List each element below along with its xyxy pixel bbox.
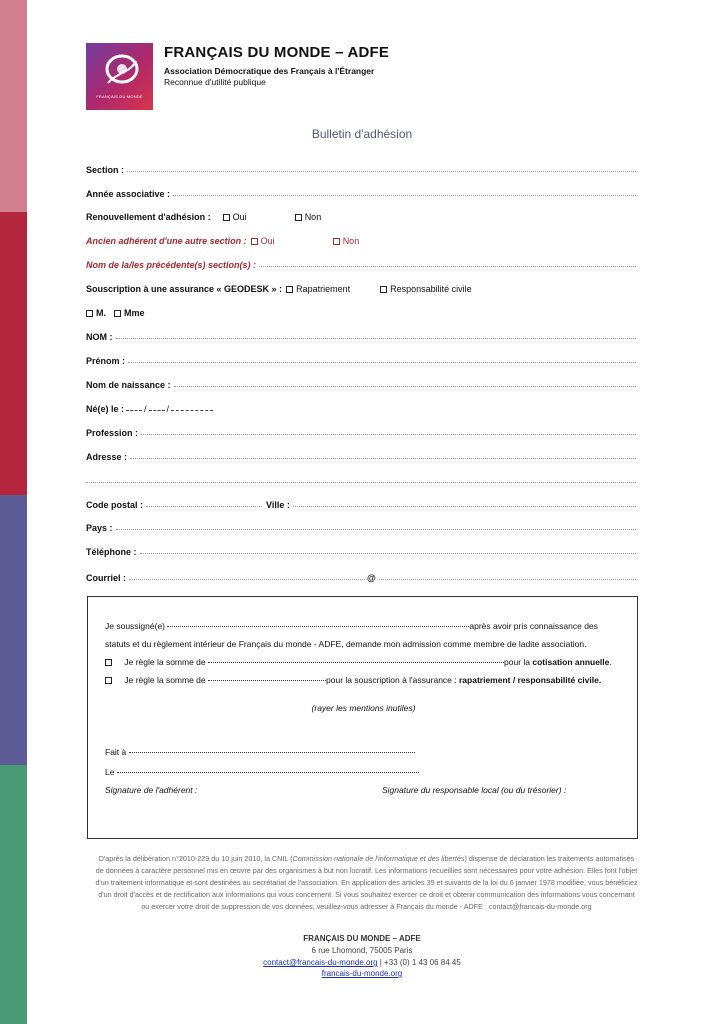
logo-text: FRANÇAIS DU MONDE [96,94,143,99]
signature-adherent: Signature de l'adhérent : [105,785,198,795]
pour-souscription-text: pour la souscription à l'assurance : [326,675,457,685]
date-line [105,767,419,777]
cotisation-amount-input[interactable] [208,662,504,663]
field-ancien-adherent [86,232,359,246]
field-prenom [86,352,636,366]
checkbox-icon[interactable] [295,214,302,221]
footer-org-name: FRANÇAIS DU MONDE – ADFE [303,934,421,943]
nom-input[interactable] [116,338,637,339]
organization-status: Reconnue d'utilité publique [164,77,266,87]
mme-label: Mme [124,308,145,318]
month-input[interactable] [149,410,165,411]
ancien-non-option[interactable] [333,236,360,246]
rapatriement-label: Rapatriement [296,284,351,294]
legal-text-part2: ) dispense de déclaration les traitements automatisés de données à caractère personnel mis en œuvre par des organismes à but non lucratif. Les informations recueillies sont nécessaires pour votre adhésion. Elles font l'objet d'un traitement informatique et sont destinées au secrétariat de l'association. En application des articles 39 et suivants de la loi du 6 janvier 1978 modifiée, vous bénéficiez d'un droit d'accès et de rectification aux informations qui vous concernent. Si vous souhaitez exercer ce droit et obtenir communication des informations vous concernant ou exercer votre droit de suppression de vos données, veuillez-vous adresser à Français du monde - ADFE : contact@francais-du-monde.org [95,854,638,911]
renouvellement-non-option[interactable] [295,212,322,222]
responsabilite-option[interactable] [380,284,472,294]
sidebar-band-red [0,212,27,495]
field-annee [86,185,636,199]
field-profession [86,424,636,438]
field-code-ville [86,496,636,510]
checkbox-icon[interactable] [223,214,230,221]
checkbox-icon[interactable] [105,659,112,666]
field-precedentes [86,256,636,270]
footer-phone: | +33 (0) 1 43 06 84 45 [379,958,461,967]
declaration-line2: statuts et du règlement intérieur de Français du monde - ADFE, demande mon admission comme membre de ladite association. [105,639,587,649]
courriel-user-input[interactable] [129,579,365,580]
prenom-label: Prénom : [86,356,126,366]
nom-naissance-input[interactable] [174,386,636,387]
oui-label: Oui [232,212,247,222]
soussigne-name-input[interactable] [167,626,469,627]
rapatriement-option[interactable] [286,284,350,294]
precedentes-input[interactable] [259,266,636,267]
fait-a-line [105,747,415,757]
checkbox-icon[interactable] [251,238,258,245]
courriel-label: Courriel : [86,573,127,583]
annee-label: Année associative : [86,189,171,199]
assurance-amount-input[interactable] [208,680,326,681]
je-soussigne-text: Je soussigné(e) [105,621,166,631]
profession-input[interactable] [141,434,636,435]
precedentes-label: Nom de la/les précédente(s) section(s) : [86,260,257,270]
footer-address: 6 rue Lhomond, 75005 Paris [311,946,413,955]
field-pays [86,519,636,533]
form-title: Bulletin d'adhésion [311,127,413,141]
cotisation-text: cotisation annuelle [532,657,610,667]
cotisation-line [105,657,612,667]
footer-website [0,969,724,978]
oui-label: Oui [260,236,275,246]
rapatriement-resp-text: rapatriement / responsabilité civile. [459,675,602,685]
prenom-input[interactable] [128,362,636,363]
organization-logo [86,43,153,110]
fait-a-input[interactable] [129,752,415,753]
ne-le-label: Né(e) le : [86,404,125,414]
organization-title: FRANÇAIS DU MONDE – ADFE [164,44,390,61]
legal-cnil: Commission nationale de l'informatique et des libertés [292,854,465,863]
checkbox-icon[interactable] [286,286,293,293]
field-telephone [86,543,636,557]
non-label: Non [304,212,322,222]
color-sidebar [0,0,27,1024]
footer-email-link[interactable]: contact@francais-du-monde.org [263,958,378,967]
legal-notice [94,853,639,913]
field-date-naissance [86,400,215,414]
field-section [86,161,636,175]
pour-la-text: pour la [504,657,531,667]
profession-label: Profession : [86,428,139,438]
sidebar-band-pink [0,0,27,212]
renouvellement-label: Renouvellement d'adhésion : [86,212,211,222]
annee-input[interactable] [173,195,636,196]
code-postal-label: Code postal : [86,500,144,510]
field-renouvellement [86,208,321,222]
souscription-label: Souscription à une assurance « GEODESK » : [86,284,283,294]
field-nom [86,328,636,342]
apres-text: après avoir pris connaissance des [469,621,598,631]
checkbox-icon[interactable] [105,677,112,684]
checkbox-icon[interactable] [380,286,387,293]
adresse-label: Adresse : [86,452,128,462]
ancien-label: Ancien adhérent d'une autre section : [86,236,247,246]
courriel-domain-input[interactable] [379,579,636,580]
m-option[interactable] [86,308,106,318]
pays-input[interactable] [116,529,636,530]
assurance-line [105,675,601,685]
signature-responsable: Signature du responsable local (ou du trésorier) : [382,785,567,795]
date-separator: / [166,404,170,414]
renouvellement-oui-option[interactable] [223,212,247,222]
footer-website-link[interactable]: francais-du-monde.org [321,969,403,978]
date-separator: / [144,404,147,414]
non-label: Non [342,236,360,246]
field-adresse [86,448,636,462]
regle2-text: Je règle la somme de [124,675,206,685]
declaration-box [87,596,638,839]
checkbox-icon[interactable] [86,310,93,317]
fait-a-text: Fait à [105,747,127,757]
at-sign: @ [367,573,376,583]
field-nom-naissance [86,376,636,390]
adresse-input-line2[interactable] [86,482,636,483]
checkbox-icon[interactable] [333,238,340,245]
ville-input[interactable] [293,506,636,507]
rayer-note: (rayer les mentions inutiles) [311,703,416,713]
field-courriel [86,569,636,583]
responsabilite-label: Responsabilité civile [390,284,472,294]
day-input[interactable] [126,410,142,411]
telephone-input[interactable] [140,553,636,554]
nom-naissance-label: Nom de naissance : [86,380,171,390]
ville-label: Ville : [266,500,290,510]
field-adresse-line2 [86,472,636,486]
m-label: M. [96,308,106,318]
declaration-line1 [105,621,598,631]
field-souscription [86,280,472,294]
sidebar-band-green [0,765,27,1024]
section-label: Section : [86,165,125,175]
code-postal-input[interactable] [146,506,262,507]
footer-contact [0,958,724,967]
ancien-oui-option[interactable] [251,236,275,246]
adresse-input[interactable] [130,458,636,459]
mme-option[interactable] [114,308,145,318]
organization-subtitle: Association Démocratique des Français à l'Étranger [164,66,375,76]
section-input[interactable] [127,171,636,172]
period: . [609,657,612,667]
telephone-label: Téléphone : [86,547,137,557]
year-input[interactable] [171,410,213,411]
sidebar-band-purple [0,495,27,765]
pays-label: Pays : [86,523,113,533]
checkbox-icon[interactable] [114,310,121,317]
field-civilite [86,304,145,318]
legal-text-part1: D'après la délibération n°2010-229 du 10 juin 2010, la CNIL ( [98,854,293,863]
date-input[interactable] [117,772,419,773]
le-text: Le [105,767,115,777]
nom-label: NOM : [86,332,113,342]
regle1-text: Je règle la somme de [124,657,206,667]
